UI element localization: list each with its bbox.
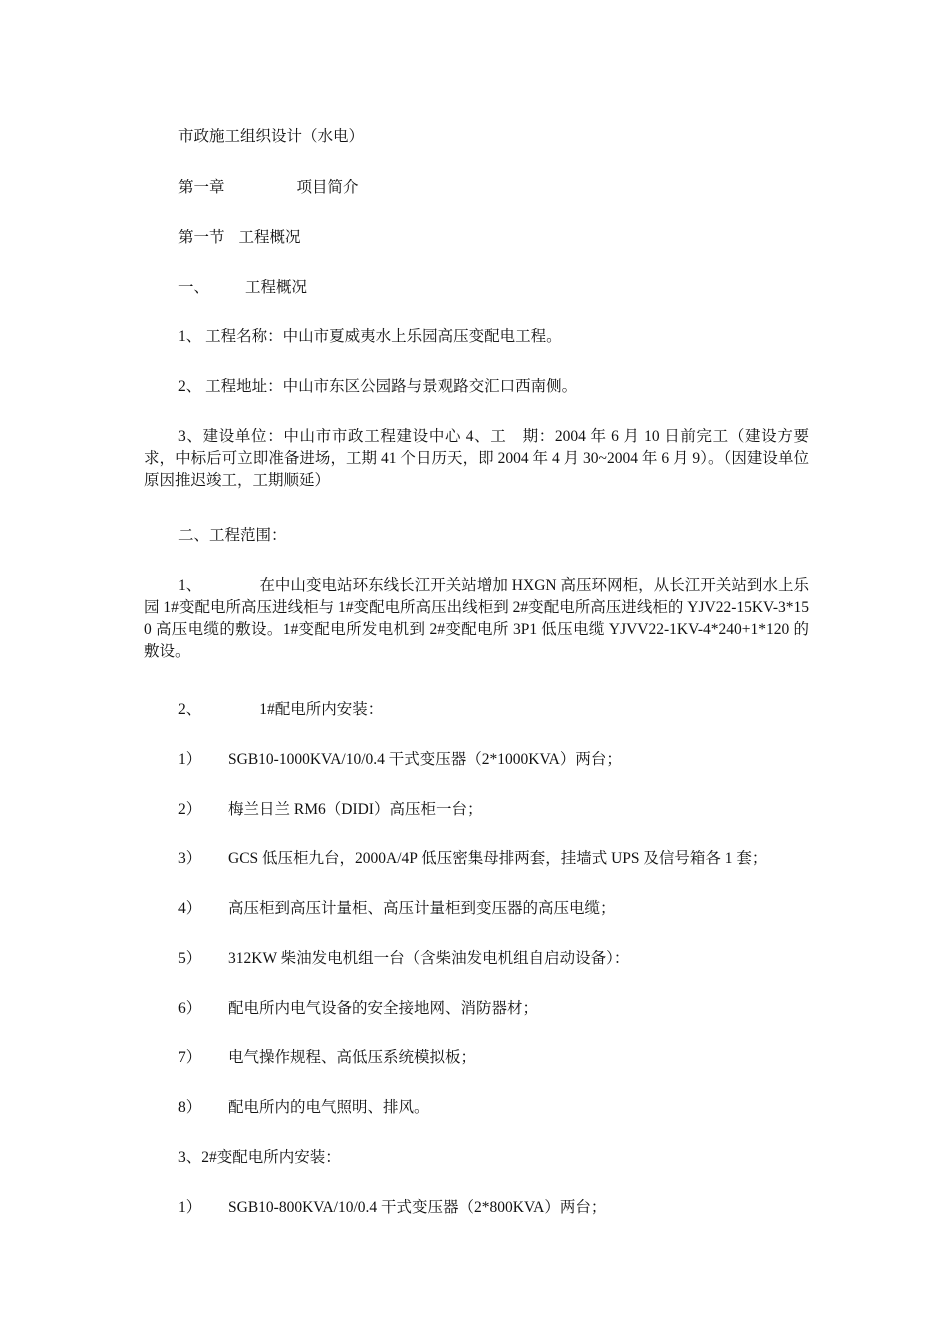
sub-item (178, 1047, 809, 1069)
chapter-heading (178, 177, 809, 199)
sub-item (178, 848, 809, 870)
part-one-name: 工程概况 (245, 279, 308, 296)
scope-item-num: 1、 (178, 577, 202, 594)
construction-unit-paragraph: 3、建设单位：中山市市政工程建设中心 4、工 期：2004 年 6 月 10 日前完工（建设方要求，中标后可立即准备进场，工期 41 个日历天，即 2004 年 4 月 30~2004 年 6 月 9）。（因建设单位原因推迟竣工，工期顺延） (144, 428, 809, 489)
overview-item (178, 376, 809, 398)
scope-item-text: 1#配电所内安装： (259, 701, 384, 718)
sub-item-num: 3） (178, 850, 202, 867)
part-one-heading (178, 277, 809, 299)
overview-item-num: 2、 (178, 378, 202, 395)
sub-item-text: 配电所内的电气照明、排风。 (228, 1099, 430, 1116)
section-label: 第一节 (178, 229, 225, 246)
sub-item-num: 2） (178, 801, 202, 818)
overview-item-text: 工程名称：中山市夏威夷水上乐园高压变配电工程。 (205, 328, 562, 345)
scope-item-text: 在中山变电站环东线长江开关站增加 HXGN 高压环网柜，从长江开关站到水上乐园 1#变配电所高压进线柜与 1#变配电所高压出线柜到 2#变配电所高压进线柜的 YJV22-15KV-3*150 高压电缆的敷设。1#变配电所发电机到 2#变配电所 3P1 低压电缆 YJVV22-1KV-4*240+1*120 的敷设。 (144, 577, 809, 660)
sub-item-text: 312KW 柴油发电机组一台（含柴油发电机组自启动设备）： (228, 950, 630, 967)
scope-item-2 (178, 699, 809, 721)
sub-item-num: 1） (178, 1199, 202, 1216)
scope-item-num: 2、 (178, 701, 202, 718)
overview-item (178, 326, 809, 348)
chapter-name: 项目简介 (296, 179, 359, 196)
sub-item (178, 998, 809, 1020)
sub-item-text: 梅兰日兰 RM6（DIDI）高压柜一台； (228, 801, 483, 818)
sub-item-text: SGB10-1000KVA/10/0.4 干式变压器（2*1000KVA）两台； (228, 751, 622, 768)
sub-item-text: SGB10-800KVA/10/0.4 干式变压器（2*800KVA）两台； (228, 1199, 607, 1216)
sub-item-num: 1） (178, 751, 202, 768)
part-two-heading: 二、工程范围： (178, 527, 287, 544)
sub-item-num: 8） (178, 1099, 202, 1116)
section-heading (178, 227, 809, 249)
sub-item (178, 749, 809, 771)
scope-item-1 (144, 575, 809, 663)
sub-item-text: 电气操作规程、高低压系统模拟板； (228, 1049, 477, 1066)
sub-item-text: 配电所内电气设备的安全接地网、消防器材； (228, 1000, 539, 1017)
overview-item-text: 工程地址：中山市东区公园路与景观路交汇口西南侧。 (205, 378, 578, 395)
sub-item-text: 高压柜到高压计量柜、高压计量柜到变压器的高压电缆； (228, 900, 616, 917)
sub-item (178, 1197, 809, 1219)
sub-item-num: 4） (178, 900, 202, 917)
sub-item (178, 1097, 809, 1119)
document-title: 市政施工组织设计（水电） (178, 128, 365, 145)
sub-item-num: 6） (178, 1000, 202, 1017)
sub-item-num: 5） (178, 950, 202, 967)
sub-item-text: GCS 低压柜九台，2000A/4P 低压密集母排两套，挂墙式 UPS 及信号箱各 1 套； (228, 850, 768, 867)
part-one-label: 一、 (178, 279, 210, 296)
overview-item-num: 1、 (178, 328, 202, 345)
section-name: 工程概况 (238, 229, 301, 246)
sub-item (178, 898, 809, 920)
sub-item (178, 948, 809, 970)
sub-item-num: 7） (178, 1049, 202, 1066)
scope-item-3: 3、2#变配电所内安装： (178, 1149, 341, 1166)
sub-item (178, 799, 809, 821)
chapter-label: 第一章 (178, 179, 225, 196)
